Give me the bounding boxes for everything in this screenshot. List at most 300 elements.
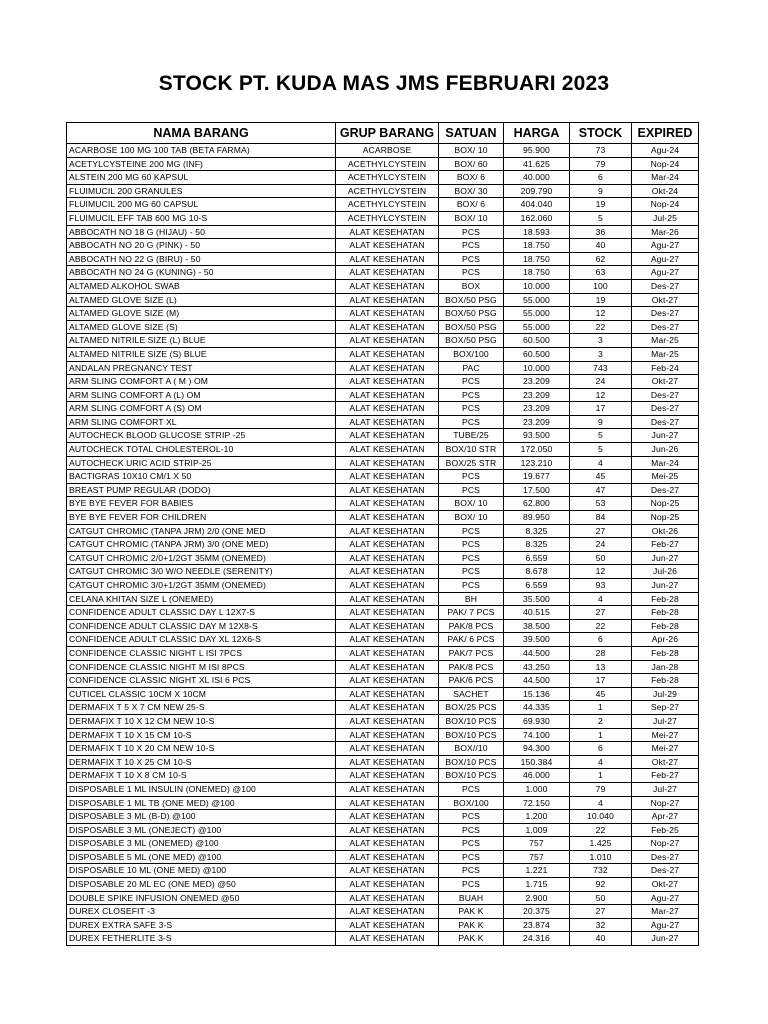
cell-expired: Okt-26 xyxy=(632,524,699,538)
cell-satuan: BOX/10 STR xyxy=(439,443,504,457)
cell-expired: Mar-25 xyxy=(632,334,699,348)
cell-expired: Des-27 xyxy=(632,320,699,334)
cell-nama-barang: BYE BYE FEVER FOR BABIES xyxy=(67,497,336,511)
cell-stock: 10.040 xyxy=(570,810,632,824)
cell-harga: 38.500 xyxy=(504,619,570,633)
cell-expired: Okt-27 xyxy=(632,878,699,892)
cell-harga: 89.950 xyxy=(504,511,570,525)
cell-harga: 55.000 xyxy=(504,293,570,307)
cell-expired: Jul-27 xyxy=(632,782,699,796)
cell-nama-barang: ARM SLING COMFORT A ( M ) OM xyxy=(67,375,336,389)
cell-satuan: PCS xyxy=(439,483,504,497)
cell-satuan: BOX/10 PCS xyxy=(439,728,504,742)
cell-nama-barang: ALTAMED ALKOHOL SWAB xyxy=(67,279,336,293)
cell-stock: 17 xyxy=(570,674,632,688)
cell-harga: 55.000 xyxy=(504,320,570,334)
cell-satuan: TUBE/25 xyxy=(439,429,504,443)
cell-harga: 60.500 xyxy=(504,347,570,361)
cell-nama-barang: CATGUT CHROMIC 3/0+1/2GT 35MM (ONEMED) xyxy=(67,579,336,593)
cell-nama-barang: DOUBLE SPIKE INFUSION ONEMED @50 xyxy=(67,891,336,905)
cell-stock: 73 xyxy=(570,144,632,158)
cell-harga: 10.000 xyxy=(504,279,570,293)
cell-harga: 17.500 xyxy=(504,483,570,497)
cell-nama-barang: FLUIMUCIL 200 GRANULES xyxy=(67,184,336,198)
header-satuan: SATUAN xyxy=(439,123,504,144)
cell-grup-barang: ALAT KESEHATAN xyxy=(336,320,439,334)
cell-satuan: PCS xyxy=(439,538,504,552)
cell-satuan: PAK K xyxy=(439,918,504,932)
cell-grup-barang: ALAT KESEHATAN xyxy=(336,918,439,932)
cell-expired: Feb-28 xyxy=(632,674,699,688)
cell-harga: 69.930 xyxy=(504,714,570,728)
cell-grup-barang: ALAT KESEHATAN xyxy=(336,293,439,307)
cell-expired: Agu-27 xyxy=(632,239,699,253)
cell-harga: 40.515 xyxy=(504,606,570,620)
cell-harga: 44.500 xyxy=(504,646,570,660)
cell-grup-barang: ALAT KESEHATAN xyxy=(336,714,439,728)
table-row xyxy=(67,361,699,375)
page-title: STOCK PT. KUDA MAS JMS FEBRUARI 2023 xyxy=(158,72,610,95)
cell-harga: 55.000 xyxy=(504,307,570,321)
cell-satuan: BOX/ 10 xyxy=(439,144,504,158)
cell-nama-barang: DUREX FETHERLITE 3-S xyxy=(67,932,336,946)
table-row xyxy=(67,755,699,769)
cell-satuan: PCS xyxy=(439,402,504,416)
cell-grup-barang: ALAT KESEHATAN xyxy=(336,266,439,280)
cell-grup-barang: ALAT KESEHATAN xyxy=(336,905,439,919)
cell-grup-barang: ALAT KESEHATAN xyxy=(336,796,439,810)
cell-expired: Nop-27 xyxy=(632,837,699,851)
table-row xyxy=(67,633,699,647)
table-row xyxy=(67,347,699,361)
cell-satuan: BOX/ 6 xyxy=(439,171,504,185)
cell-expired: Okt-24 xyxy=(632,184,699,198)
table-row xyxy=(67,810,699,824)
cell-harga: 40.000 xyxy=(504,171,570,185)
cell-stock: 93 xyxy=(570,579,632,593)
cell-stock: 6 xyxy=(570,742,632,756)
cell-expired: Agu-24 xyxy=(632,144,699,158)
cell-expired: Mar-27 xyxy=(632,905,699,919)
cell-satuan: BOX/ 60 xyxy=(439,157,504,171)
cell-expired: Jun-27 xyxy=(632,579,699,593)
cell-nama-barang: AUTOCHECK URIC ACID STRIP-25 xyxy=(67,456,336,470)
cell-nama-barang: CONFIDENCE ADULT CLASSIC DAY XL 12X6-S xyxy=(67,633,336,647)
cell-stock: 3 xyxy=(570,334,632,348)
cell-harga: 123.210 xyxy=(504,456,570,470)
cell-nama-barang: CONFIDENCE ADULT CLASSIC DAY L 12X7-S xyxy=(67,606,336,620)
cell-stock: 92 xyxy=(570,878,632,892)
cell-grup-barang: ALAT KESEHATAN xyxy=(336,782,439,796)
cell-harga: 46.000 xyxy=(504,769,570,783)
cell-satuan: PCS xyxy=(439,388,504,402)
cell-satuan: PAK/8 PCS xyxy=(439,660,504,674)
cell-grup-barang: ALAT KESEHATAN xyxy=(336,932,439,946)
cell-satuan: PAK/8 PCS xyxy=(439,619,504,633)
cell-expired: Okt-27 xyxy=(632,375,699,389)
table-row xyxy=(67,307,699,321)
cell-nama-barang: AUTOCHECK BLOOD GLUCOSE STRIP -25 xyxy=(67,429,336,443)
cell-expired: Okt-27 xyxy=(632,293,699,307)
cell-grup-barang: ALAT KESEHATAN xyxy=(336,443,439,457)
cell-grup-barang: ALAT KESEHATAN xyxy=(336,674,439,688)
header-harga: HARGA xyxy=(504,123,570,144)
cell-satuan: PAK/ 7 PCS xyxy=(439,606,504,620)
cell-harga: 95.900 xyxy=(504,144,570,158)
cell-satuan: PAK K xyxy=(439,905,504,919)
cell-stock: 9 xyxy=(570,184,632,198)
table-row xyxy=(67,388,699,402)
cell-satuan: PCS xyxy=(439,864,504,878)
cell-nama-barang: ABBOCATH NO 24 G (KUNING) - 50 xyxy=(67,266,336,280)
cell-harga: 1.221 xyxy=(504,864,570,878)
cell-harga: 23.874 xyxy=(504,918,570,932)
table-row xyxy=(67,606,699,620)
table-row xyxy=(67,266,699,280)
cell-stock: 5 xyxy=(570,211,632,225)
table-row xyxy=(67,823,699,837)
cell-stock: 1.010 xyxy=(570,850,632,864)
cell-nama-barang: BACTIGRAS 10X10 CM/1 X 50 xyxy=(67,470,336,484)
cell-satuan: PCS xyxy=(439,850,504,864)
cell-nama-barang: ABBOCATH NO 18 G (HIJAU) - 50 xyxy=(67,225,336,239)
cell-expired: Nop-25 xyxy=(632,497,699,511)
cell-expired: Mei-25 xyxy=(632,470,699,484)
cell-nama-barang: CATGUT CHROMIC (TANPA JRM) 2/0 (ONE MED xyxy=(67,524,336,538)
cell-expired: Des-27 xyxy=(632,864,699,878)
cell-stock: 27 xyxy=(570,905,632,919)
cell-harga: 23.209 xyxy=(504,415,570,429)
table-row xyxy=(67,497,699,511)
cell-grup-barang: ALAT KESEHATAN xyxy=(336,429,439,443)
cell-satuan: PCS xyxy=(439,266,504,280)
cell-harga: 209.790 xyxy=(504,184,570,198)
table-row xyxy=(67,225,699,239)
cell-satuan: BOX/ 10 xyxy=(439,497,504,511)
cell-harga: 23.209 xyxy=(504,388,570,402)
cell-harga: 10.000 xyxy=(504,361,570,375)
cell-expired: Apr-27 xyxy=(632,810,699,824)
cell-expired: Des-27 xyxy=(632,279,699,293)
cell-nama-barang: DISPOSABLE 3 ML (ONEMED) @100 xyxy=(67,837,336,851)
cell-expired: Feb-25 xyxy=(632,823,699,837)
cell-expired: Jul-29 xyxy=(632,687,699,701)
cell-satuan: PAK/7 PCS xyxy=(439,646,504,660)
header-grup-barang: GRUP BARANG xyxy=(336,123,439,144)
cell-stock: 40 xyxy=(570,239,632,253)
table-row xyxy=(67,782,699,796)
cell-grup-barang: ALAT KESEHATAN xyxy=(336,878,439,892)
cell-stock: 50 xyxy=(570,891,632,905)
cell-stock: 28 xyxy=(570,646,632,660)
cell-expired: Jan-28 xyxy=(632,660,699,674)
cell-grup-barang: ALAT KESEHATAN xyxy=(336,687,439,701)
cell-satuan: BOX/50 PSG xyxy=(439,293,504,307)
cell-grup-barang: ALAT KESEHATAN xyxy=(336,755,439,769)
cell-harga: 18.750 xyxy=(504,239,570,253)
cell-expired: Des-27 xyxy=(632,307,699,321)
cell-nama-barang: DISPOSABLE 3 ML (B-D) @100 xyxy=(67,810,336,824)
cell-satuan: PCS xyxy=(439,252,504,266)
table-header-row xyxy=(67,123,699,144)
cell-harga: 8.325 xyxy=(504,538,570,552)
cell-nama-barang: DERMAFIX T 5 X 7 CM NEW 25-S xyxy=(67,701,336,715)
cell-harga: 1.200 xyxy=(504,810,570,824)
table-row xyxy=(67,796,699,810)
cell-expired: Mar-25 xyxy=(632,347,699,361)
cell-stock: 2 xyxy=(570,714,632,728)
cell-expired: Jun-27 xyxy=(632,429,699,443)
cell-harga: 23.209 xyxy=(504,402,570,416)
cell-satuan: PCS xyxy=(439,375,504,389)
table-row xyxy=(67,891,699,905)
cell-nama-barang: AUTOCHECK TOTAL CHOLESTEROL-10 xyxy=(67,443,336,457)
cell-grup-barang: ALAT KESEHATAN xyxy=(336,470,439,484)
cell-stock: 1 xyxy=(570,701,632,715)
cell-nama-barang: CONFIDENCE CLASSIC NIGHT M ISI 8PCS xyxy=(67,660,336,674)
cell-satuan: BOX/50 PSG xyxy=(439,307,504,321)
cell-grup-barang: ALAT KESEHATAN xyxy=(336,769,439,783)
cell-expired: Des-27 xyxy=(632,402,699,416)
cell-expired: Jun-26 xyxy=(632,443,699,457)
cell-stock: 45 xyxy=(570,687,632,701)
cell-grup-barang: ALAT KESEHATAN xyxy=(336,891,439,905)
cell-satuan: PCS xyxy=(439,810,504,824)
cell-nama-barang: CUTICEL CLASSIC 10CM X 10CM xyxy=(67,687,336,701)
cell-nama-barang: DISPOSABLE 3 ML (ONEJECT) @100 xyxy=(67,823,336,837)
cell-harga: 94.300 xyxy=(504,742,570,756)
table-row xyxy=(67,592,699,606)
cell-nama-barang: DUREX CLOSEFIT -3 xyxy=(67,905,336,919)
cell-nama-barang: ALTAMED GLOVE SIZE (M) xyxy=(67,307,336,321)
cell-harga: 43.250 xyxy=(504,660,570,674)
cell-harga: 2.900 xyxy=(504,891,570,905)
cell-grup-barang: ALAT KESEHATAN xyxy=(336,619,439,633)
cell-grup-barang: ALAT KESEHATAN xyxy=(336,565,439,579)
cell-nama-barang: DISPOSABLE 20 ML EC (ONE MED) @50 xyxy=(67,878,336,892)
cell-harga: 35.500 xyxy=(504,592,570,606)
cell-harga: 20.375 xyxy=(504,905,570,919)
cell-satuan: PCS xyxy=(439,565,504,579)
cell-satuan: BOX/ 10 xyxy=(439,511,504,525)
cell-expired: Des-27 xyxy=(632,388,699,402)
table-row xyxy=(67,375,699,389)
table-row xyxy=(67,198,699,212)
cell-satuan: BOX/ 30 xyxy=(439,184,504,198)
cell-stock: 4 xyxy=(570,796,632,810)
cell-satuan: PAK/ 6 PCS xyxy=(439,633,504,647)
header-stock: STOCK xyxy=(570,123,632,144)
cell-expired: Nop-24 xyxy=(632,198,699,212)
cell-stock: 45 xyxy=(570,470,632,484)
cell-grup-barang: ALAT KESEHATAN xyxy=(336,551,439,565)
cell-grup-barang: ALAT KESEHATAN xyxy=(336,579,439,593)
cell-expired: Feb-28 xyxy=(632,619,699,633)
cell-grup-barang: ALAT KESEHATAN xyxy=(336,252,439,266)
cell-stock: 47 xyxy=(570,483,632,497)
table-body xyxy=(67,144,699,946)
cell-grup-barang: ALAT KESEHATAN xyxy=(336,225,439,239)
cell-nama-barang: DERMAFIX T 10 X 12 CM NEW 10-S xyxy=(67,714,336,728)
cell-stock: 27 xyxy=(570,524,632,538)
cell-nama-barang: ANDALAN PREGNANCY TEST xyxy=(67,361,336,375)
cell-harga: 8.325 xyxy=(504,524,570,538)
cell-nama-barang: DERMAFIX T 10 X 8 CM 10-S xyxy=(67,769,336,783)
cell-stock: 62 xyxy=(570,252,632,266)
table-row xyxy=(67,918,699,932)
cell-expired: Feb-27 xyxy=(632,538,699,552)
cell-harga: 18.593 xyxy=(504,225,570,239)
cell-expired: Mar-26 xyxy=(632,225,699,239)
cell-stock: 13 xyxy=(570,660,632,674)
cell-stock: 79 xyxy=(570,782,632,796)
table-row xyxy=(67,932,699,946)
cell-expired: Apr-26 xyxy=(632,633,699,647)
cell-expired: Sep-27 xyxy=(632,701,699,715)
cell-satuan: BOX/50 PSG xyxy=(439,320,504,334)
table-row xyxy=(67,619,699,633)
cell-satuan: PAC xyxy=(439,361,504,375)
cell-nama-barang: DISPOSABLE 10 ML (ONE MED) @100 xyxy=(67,864,336,878)
cell-satuan: BOX/25 STR xyxy=(439,456,504,470)
cell-stock: 732 xyxy=(570,864,632,878)
cell-satuan: BOX/50 PSG xyxy=(439,334,504,348)
cell-grup-barang: ALAT KESEHATAN xyxy=(336,742,439,756)
cell-satuan: PCS xyxy=(439,470,504,484)
table-row xyxy=(67,905,699,919)
cell-nama-barang: CELANA KHITAN SIZE L (ONEMED) xyxy=(67,592,336,606)
cell-expired: Feb-28 xyxy=(632,592,699,606)
cell-satuan: PCS xyxy=(439,878,504,892)
cell-expired: Mei-27 xyxy=(632,728,699,742)
cell-nama-barang: ALTAMED NITRILE SIZE (S) BLUE xyxy=(67,347,336,361)
cell-satuan: BOX/100 xyxy=(439,796,504,810)
cell-nama-barang: DERMAFIX T 10 X 15 CM 10-S xyxy=(67,728,336,742)
cell-grup-barang: ALAT KESEHATAN xyxy=(336,864,439,878)
cell-expired: Nop-25 xyxy=(632,511,699,525)
table-row xyxy=(67,320,699,334)
cell-grup-barang: ALAT KESEHATAN xyxy=(336,347,439,361)
cell-expired: Agu-27 xyxy=(632,252,699,266)
table-row xyxy=(67,551,699,565)
cell-stock: 40 xyxy=(570,932,632,946)
table-row xyxy=(67,687,699,701)
cell-stock: 22 xyxy=(570,619,632,633)
cell-stock: 1 xyxy=(570,728,632,742)
table-row xyxy=(67,456,699,470)
cell-satuan: PAK/6 PCS xyxy=(439,674,504,688)
cell-harga: 1.009 xyxy=(504,823,570,837)
cell-harga: 15.136 xyxy=(504,687,570,701)
cell-stock: 3 xyxy=(570,347,632,361)
cell-expired: Jul-27 xyxy=(632,714,699,728)
cell-grup-barang: ALAT KESEHATAN xyxy=(336,823,439,837)
cell-harga: 150.384 xyxy=(504,755,570,769)
cell-harga: 60.500 xyxy=(504,334,570,348)
cell-satuan: BOX xyxy=(439,279,504,293)
cell-grup-barang: ALAT KESEHATAN xyxy=(336,456,439,470)
cell-expired: Jun-27 xyxy=(632,551,699,565)
cell-grup-barang: ALAT KESEHATAN xyxy=(336,850,439,864)
cell-nama-barang: FLUIMUCIL EFF TAB 600 MG 10-S xyxy=(67,211,336,225)
cell-nama-barang: DUREX EXTRA SAFE 3-S xyxy=(67,918,336,932)
cell-harga: 18.750 xyxy=(504,252,570,266)
cell-stock: 5 xyxy=(570,443,632,457)
cell-grup-barang: ALAT KESEHATAN xyxy=(336,511,439,525)
cell-satuan: PCS xyxy=(439,579,504,593)
cell-satuan: BOX//10 xyxy=(439,742,504,756)
table-row xyxy=(67,742,699,756)
cell-harga: 1.715 xyxy=(504,878,570,892)
table-row xyxy=(67,483,699,497)
cell-satuan: BUAH xyxy=(439,891,504,905)
cell-nama-barang: CATGUT CHROMIC 3/0 W/O NEEDLE (SERENITY) xyxy=(67,565,336,579)
cell-satuan: BOX/25 PCS xyxy=(439,701,504,715)
cell-stock: 63 xyxy=(570,266,632,280)
cell-satuan: PCS xyxy=(439,837,504,851)
cell-expired: Nop-27 xyxy=(632,796,699,810)
cell-nama-barang: CONFIDENCE CLASSIC NIGHT XL ISI 6 PCS xyxy=(67,674,336,688)
cell-stock: 12 xyxy=(570,307,632,321)
cell-satuan: PCS xyxy=(439,823,504,837)
cell-satuan: PCS xyxy=(439,524,504,538)
cell-grup-barang: ALAT KESEHATAN xyxy=(336,633,439,647)
cell-harga: 404.040 xyxy=(504,198,570,212)
table-row xyxy=(67,565,699,579)
cell-grup-barang: ALAT KESEHATAN xyxy=(336,646,439,660)
cell-grup-barang: ACETHYLCYSTEIN xyxy=(336,198,439,212)
table-row xyxy=(67,252,699,266)
cell-stock: 12 xyxy=(570,565,632,579)
cell-nama-barang: FLUIMUCIL 200 MG 60 CAPSUL xyxy=(67,198,336,212)
cell-harga: 24.316 xyxy=(504,932,570,946)
cell-grup-barang: ALAT KESEHATAN xyxy=(336,307,439,321)
cell-harga: 44.335 xyxy=(504,701,570,715)
cell-stock: 27 xyxy=(570,606,632,620)
cell-grup-barang: ALAT KESEHATAN xyxy=(336,361,439,375)
cell-stock: 22 xyxy=(570,320,632,334)
cell-expired: Feb-28 xyxy=(632,646,699,660)
table-row xyxy=(67,728,699,742)
cell-nama-barang: ABBOCATH NO 22 G (BIRU) - 50 xyxy=(67,252,336,266)
cell-expired: Jun-27 xyxy=(632,932,699,946)
table-row xyxy=(67,769,699,783)
table-row xyxy=(67,538,699,552)
cell-grup-barang: ALAT KESEHATAN xyxy=(336,402,439,416)
table-row xyxy=(67,864,699,878)
cell-harga: 23.209 xyxy=(504,375,570,389)
cell-harga: 41.625 xyxy=(504,157,570,171)
cell-nama-barang: ARM SLING COMFORT XL xyxy=(67,415,336,429)
header-nama-barang: NAMA BARANG xyxy=(67,123,336,144)
table-row xyxy=(67,674,699,688)
cell-grup-barang: ALAT KESEHATAN xyxy=(336,388,439,402)
cell-stock: 32 xyxy=(570,918,632,932)
cell-satuan: BOX/10 PCS xyxy=(439,714,504,728)
cell-satuan: PCS xyxy=(439,551,504,565)
table-row xyxy=(67,701,699,715)
cell-stock: 24 xyxy=(570,538,632,552)
cell-expired: Des-27 xyxy=(632,415,699,429)
cell-stock: 53 xyxy=(570,497,632,511)
cell-satuan: PCS xyxy=(439,239,504,253)
cell-grup-barang: ALAT KESEHATAN xyxy=(336,538,439,552)
cell-nama-barang: CATGUT CHROMIC 2/0+1/2GT 35MM (ONEMED) xyxy=(67,551,336,565)
table-row xyxy=(67,850,699,864)
table-row xyxy=(67,211,699,225)
cell-grup-barang: ALAT KESEHATAN xyxy=(336,701,439,715)
cell-harga: 44.500 xyxy=(504,674,570,688)
